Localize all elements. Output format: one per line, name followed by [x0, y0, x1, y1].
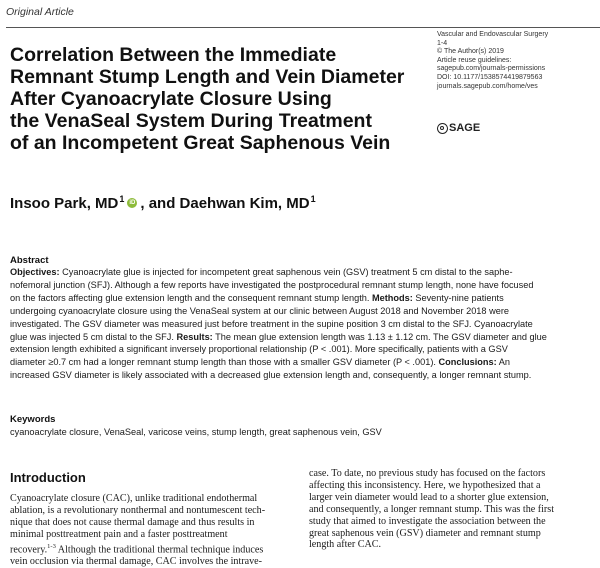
title-line: of an Incompetent Great Saphenous Vein	[10, 132, 391, 154]
journal-home-link[interactable]: journals.sagepub.com/home/ves	[437, 82, 538, 90]
body-line: larger vein diameter would lead to a shorter glue extension,	[309, 491, 549, 503]
journal-name: Vascular and Endovascular Surgery	[437, 31, 549, 38]
introduction-right-column	[309, 468, 594, 551]
abstract-line	[10, 356, 594, 369]
copyright: © The Author(s) 2019	[437, 48, 504, 56]
abstract-text: extension length exhibited a significant inversely proportional relationship (P < .001). More specifically, patients with a GSV	[10, 344, 508, 355]
body-text: recovery.	[10, 543, 48, 555]
abstract-subheading: Methods:	[371, 292, 413, 303]
author-list	[10, 195, 316, 212]
abstract-text: Cyanoacrylate glue is injected for incompetent great saphenous vein (GSV) treatment 5 cm distal to the saphe-	[59, 267, 513, 277]
introduction-left-column	[10, 493, 295, 568]
body-line: minimal posttreatment pain and a faster posttreatment	[10, 528, 228, 540]
abstract-line	[10, 292, 594, 305]
body-line: study that aimed to investigate the association between the	[309, 515, 546, 527]
abstract-text: Seventy-nine patients	[412, 292, 504, 303]
abstract-text: investigated. The GSV diameter was measured just before treatment in the supine position 3 cm distal to the SFJ. Cyanoacrylate	[10, 318, 533, 329]
publisher-logo	[437, 122, 480, 134]
title-line: the VenaSeal System During Treatment	[10, 110, 372, 132]
article-type-label: Original Article	[6, 6, 74, 18]
publisher-name: SAGE	[449, 122, 481, 134]
body-line: case. To date, no previous study has focused on the factors	[309, 468, 546, 479]
abstract-text: An	[496, 357, 510, 368]
body-text: Although the traditional thermal technique induces	[55, 543, 264, 555]
reuse-label: Article reuse guidelines:	[437, 56, 512, 64]
reuse-link[interactable]: sagepub.com/journals-permissions	[437, 65, 546, 73]
orcid-icon[interactable]: iD	[129, 200, 136, 206]
body-line: length after CAC.	[309, 539, 382, 551]
author-name: Insoo Park, MD	[10, 195, 119, 212]
doi[interactable]: DOI: 10.1177/1538574419879563	[437, 73, 543, 81]
abstract-text: undergoing cyanoacrylate closure using the VenaSeal system at our clinic between August 2018 and November 2018 were	[10, 305, 509, 316]
abstract-text: on the factors affecting glue extension length and the consequent remnant stump length.	[10, 292, 372, 303]
body-line	[10, 541, 295, 556]
abstract-text: increased GSV diameter is likely associated with a decreased glue extension length and, consequently, a longer remnant stump.	[10, 370, 532, 381]
article-title	[10, 44, 430, 154]
abstract-body	[10, 266, 594, 382]
abstract-subheading: Conclusions:	[438, 357, 497, 368]
abstract-subheading: Objectives:	[10, 267, 60, 277]
body-line: great saphenous vein (GSV) diameter and remnant stump	[309, 527, 541, 539]
title-line: Remnant Stump Length and Vein Diameter	[10, 66, 405, 88]
body-line: nique that does not cause thermal damage and thus results in	[10, 516, 255, 528]
author-name: , and Daehwan Kim, MD	[140, 195, 310, 212]
abstract-text: The mean glue extension length was 1.13 ± 1.12 cm. The GSV diameter and glue	[212, 331, 547, 342]
title-line: Correlation Between the Immediate	[10, 44, 337, 66]
title-line: After Cyanoacrylate Closure Using	[10, 88, 332, 110]
abstract-text: diameter ≥0.7 cm had a longer remnant stump length than those with a smaller GSV diameter (P < .001).	[10, 357, 439, 368]
affiliation-marker: 1	[119, 194, 125, 204]
abstract-line	[10, 318, 594, 331]
keywords-heading: Keywords	[10, 414, 56, 425]
journal-pages: 1-4	[437, 39, 448, 47]
header-divider	[6, 27, 600, 28]
abstract-line	[10, 266, 594, 279]
abstract-line	[10, 343, 594, 356]
citation-ref[interactable]: 1-3	[47, 542, 56, 550]
abstract-heading: Abstract	[10, 255, 49, 266]
abstract-line	[10, 369, 594, 382]
abstract-text: nofemoral junction (SFJ). Although a few reports have investigated the postprocedural remnant stump length, none have focused	[10, 279, 534, 290]
journal-meta	[437, 31, 597, 91]
abstract-line	[10, 279, 594, 292]
sage-logo-icon	[437, 123, 448, 134]
introduction-heading: Introduction	[10, 470, 86, 485]
abstract-subheading: Results:	[176, 331, 213, 342]
abstract-line	[10, 305, 594, 318]
affiliation-marker: 1	[310, 194, 316, 204]
body-line: vein occlusion via thermal damage, CAC involves the intrave-	[10, 555, 262, 567]
body-line: Cyanoacrylate closure (CAC), unlike traditional endothermal	[10, 493, 258, 504]
body-line: ablation, is a revolutionary nonthermal and nontumescent tech-	[10, 504, 266, 516]
abstract-text: glue was injected 5 cm distal to the SFJ.	[10, 331, 177, 342]
body-line: affecting this inconsistency. Here, we hypothesized that a	[309, 479, 541, 491]
body-line: and consequently, a longer remnant stump. This was the first	[309, 503, 554, 515]
keywords-text: cyanoacrylate closure, VenaSeal, varicose veins, stump length, great saphenous vein, GSV	[10, 427, 382, 437]
abstract-line	[10, 331, 594, 344]
